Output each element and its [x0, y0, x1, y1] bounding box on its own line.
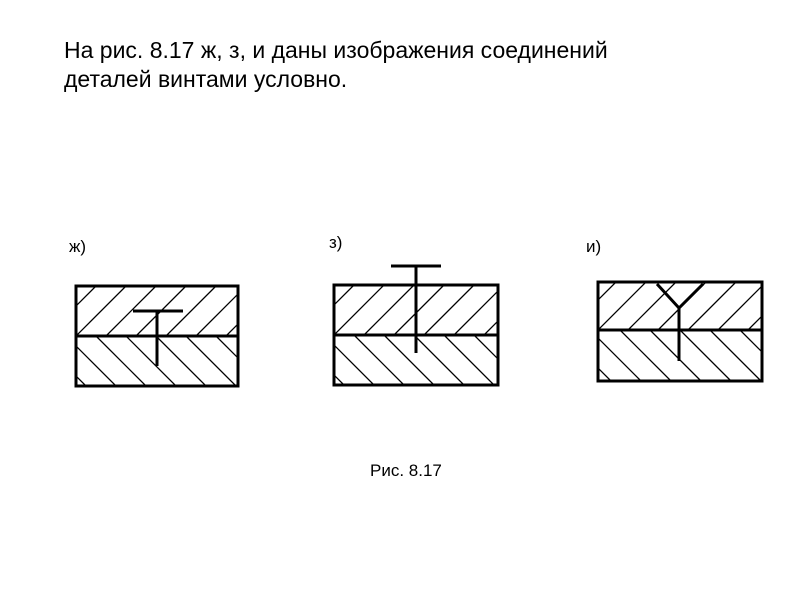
figure-zh-drawing: [36, 286, 276, 386]
figure-caption: Рис. 8.17: [370, 461, 442, 480]
hatch-bottom-part: [560, 330, 791, 381]
screw-symbol-z: [391, 266, 441, 353]
heading-line-2: деталей винтами условно.: [64, 66, 348, 92]
figure-label-z: з): [329, 233, 343, 252]
figure-label-i: и): [586, 237, 602, 256]
hatch-bottom-part: [36, 336, 266, 386]
figure-i-drawing: [560, 282, 796, 381]
figure-label-zh: ж): [69, 237, 87, 256]
figure-z-drawing: [294, 266, 534, 385]
heading-line-1: На рис. 8.17 ж, з, и даны изображения соединений: [64, 37, 608, 63]
hatch-bottom-part: [294, 335, 524, 385]
screw-symbol-zh: [133, 311, 183, 366]
